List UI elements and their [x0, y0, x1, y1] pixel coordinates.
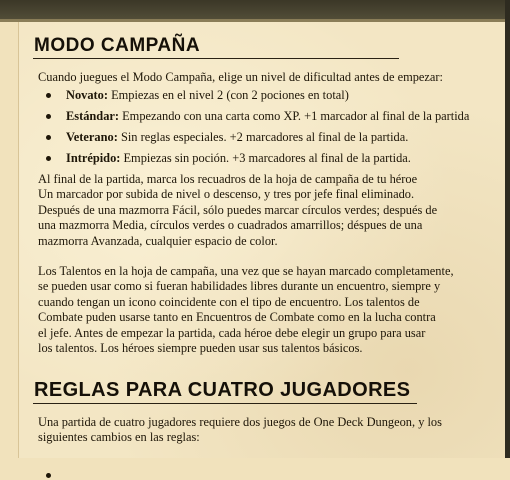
paragraph-line: los talentos. Los héroes siempre pueden usar sus talentos básicos.: [38, 341, 363, 356]
difficulty-label: Veterano:: [66, 130, 118, 144]
bullet-icon: [46, 135, 51, 140]
bullet-icon: [46, 93, 51, 98]
difficulty-list: [38, 88, 469, 172]
top-frame-bar: [0, 0, 510, 22]
difficulty-item-estandar: [38, 109, 469, 130]
paragraph-line: una mazmorra Media, círculos verdes o cuadrados amarrillos; déspues de una: [38, 218, 423, 233]
difficulty-description: Empezando con una carta como XP. +1 marcador al final de la partida: [119, 109, 470, 123]
difficulty-description: Empiezas en el nivel 2 (con 2 pociones en total): [107, 88, 349, 102]
section-title-four-players: REGLAS PARA CUATRO JUGADORES: [34, 379, 411, 401]
title-underline: [33, 403, 417, 404]
document-page: [18, 22, 505, 458]
talents-paragraph: [38, 264, 500, 356]
difficulty-label: Intrépido:: [66, 151, 121, 165]
difficulty-description: Sin reglas especiales. +2 marcadores al final de la partida.: [117, 130, 409, 144]
four-player-intro-paragraph: [38, 415, 500, 446]
difficulty-item-intrepido: [38, 151, 469, 172]
paragraph-line: se pueden usar como si fueran habilidades libres durante un encuentro, siempre y: [38, 279, 441, 294]
paragraph-line: Una partida de cuatro jugadores requiere dos juegos de One Deck Dungeon, y los: [38, 415, 442, 429]
campaign-intro-text: Cuando juegues el Modo Campaña, elige un nivel de dificultad antes de empezar:: [38, 70, 443, 84]
paragraph-line: siguientes cambios en las reglas:: [38, 430, 200, 445]
paragraph-line: Al final de la partida, marca los recuadros de la hoja de campaña de tu héroe: [38, 172, 418, 186]
bullet-icon: [46, 473, 51, 478]
title-underline: [33, 58, 399, 59]
vertical-scrollbar[interactable]: [505, 0, 510, 458]
paragraph-line: Un marcador por subida de nivel o descenso, y tres por jefe final eliminado.: [38, 187, 415, 202]
paragraph-line: el jefe. Antes de empezar la partida, cada héroe debe elegir un grupo para usar: [38, 325, 426, 340]
difficulty-description: Empiezas sin poción. +3 marcadores al final de la partida.: [120, 151, 411, 165]
campaign-marks-paragraph: [38, 172, 500, 249]
paragraph-line: cuando tengan un icono coincidente con el tipo de encuentro. Los talentos de: [38, 294, 420, 309]
difficulty-label: Estándar:: [66, 109, 120, 123]
section-title-campaign-mode: MODO CAMPAÑA: [34, 35, 201, 56]
difficulty-item-veterano: [38, 130, 469, 151]
bullet-icon: [46, 114, 51, 119]
paragraph-line: Combate puden usarse tanto en Encuentros de Combate como en la lucha contra: [38, 310, 436, 325]
paragraph-line: Los Talentos en la hoja de campaña, una vez que se hayan marcado completamente,: [38, 264, 454, 278]
paragraph-line: mazmorra Avanzada, cualquier espacio de color.: [38, 233, 278, 248]
difficulty-item-novato: [38, 88, 469, 109]
difficulty-label: Novato:: [66, 88, 108, 102]
bullet-icon: [46, 156, 51, 161]
paragraph-line: Después de una mazmorra Fácil, sólo puedes marcar círculos verdes; después de: [38, 202, 438, 217]
cut-off-bullet-line: [38, 470, 500, 480]
